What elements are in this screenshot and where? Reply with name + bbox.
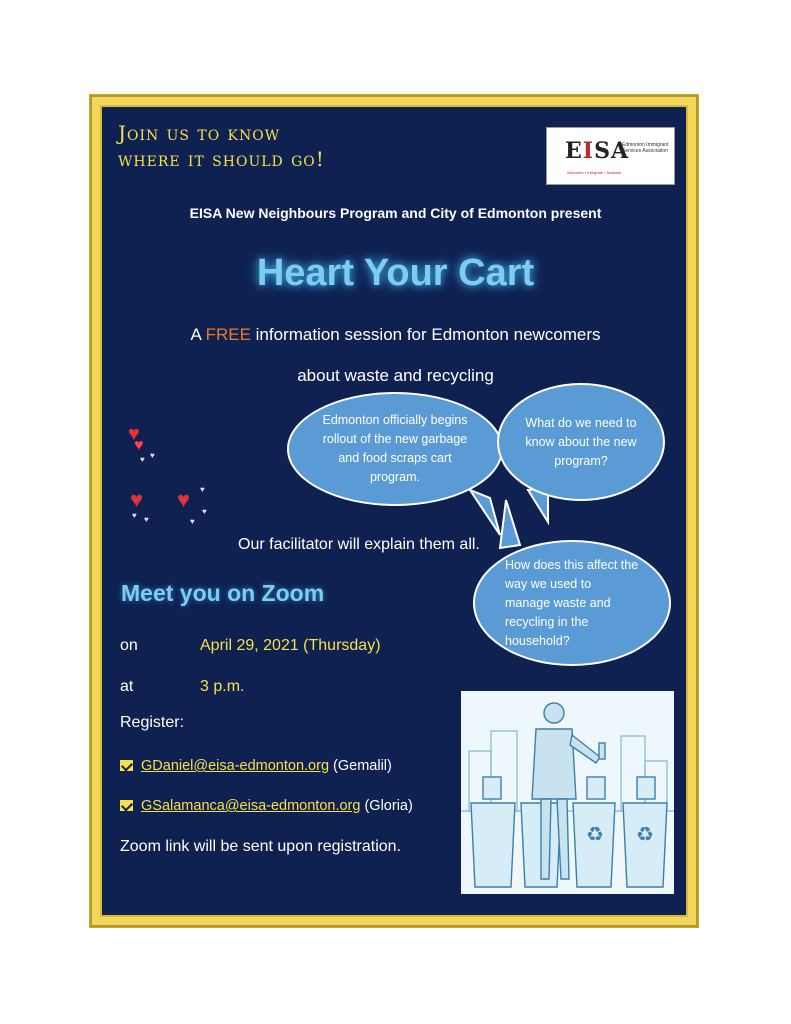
heart-icon: ♥ — [140, 455, 145, 464]
zoom-link-note: Zoom link will be sent upon registration. — [120, 838, 402, 855]
headline — [118, 120, 325, 172]
heart-icon: ♥ — [200, 485, 205, 494]
eisa-logo — [546, 127, 675, 185]
bin-sign — [483, 777, 501, 799]
person-leg — [541, 799, 551, 879]
bin-sign — [587, 777, 605, 799]
date-value: April 29, 2021 (Thursday) — [200, 637, 381, 654]
email-link-gdaniel[interactable]: GDaniel@eisa-edmonton.org — [141, 758, 330, 774]
meet-on-zoom-heading: Meet you on Zoom — [121, 580, 325, 606]
heart-icon: ♥ — [134, 437, 144, 454]
heart-icon: ♥ — [202, 507, 207, 516]
heart-icon: ♥ — [190, 517, 195, 526]
contact-row — [120, 797, 413, 815]
bottle — [599, 743, 605, 759]
logo-tagline: Welcome • Integrate • Network — [567, 170, 622, 175]
heart-icon: ♥ — [177, 487, 191, 512]
logo-mark: EISA — [565, 138, 630, 164]
time-value: 3 p.m. — [200, 678, 245, 695]
contact-row — [120, 757, 392, 775]
event-title: Heart Your Cart — [256, 252, 535, 294]
contact-name: (Gemalil) — [329, 758, 392, 774]
speech-bubble-question-1: What do we need to know about the new program? — [497, 383, 665, 501]
recycle-icon: ♻ — [636, 822, 654, 846]
person-arm — [570, 735, 600, 763]
date-label: on — [120, 637, 138, 654]
logo-subtitle: Edmonton Immigrant Services Association — [622, 142, 669, 154]
speech-bubble-announcement: Edmonton officially begins rollout of the new garbage and food scraps cart program. — [287, 392, 503, 506]
speech-bubble-question-2: How does this affect the way we used to manage waste and recycling in the household? — [473, 540, 671, 666]
heart-icon: ♥ — [150, 451, 155, 460]
person-head — [544, 703, 564, 723]
presenters-line: EISA New Neighbours Program and City of Edmonton present — [189, 205, 602, 221]
session-description: A FREE information session for Edmonton newcomers — [190, 325, 601, 344]
cart-bin — [471, 803, 515, 887]
time-label: at — [120, 678, 134, 695]
session-topic: about waste and recycling — [297, 366, 494, 385]
headline-line-1: Join us to know — [118, 121, 281, 145]
recycling-illustration — [461, 691, 674, 894]
heart-icon: ♥ — [132, 511, 137, 520]
email-link-gsalamanca[interactable]: GSalamanca@eisa-edmonton.org — [141, 798, 361, 814]
contact-name: (Gloria) — [360, 798, 413, 814]
bin-sign — [637, 777, 655, 799]
heart-icon: ♥ — [144, 515, 149, 524]
recycle-icon: ♻ — [586, 822, 604, 846]
free-label: FREE — [205, 325, 251, 344]
envelope-icon — [120, 760, 133, 771]
heart-icon: ♥ — [128, 423, 140, 445]
person-body — [532, 729, 576, 799]
heart-icon: ♥ — [130, 487, 144, 512]
register-label: Register: — [120, 714, 185, 731]
building-outline — [621, 736, 645, 811]
facilitator-note: Our facilitator will explain them all. — [238, 536, 480, 553]
headline-line-2: where it should go! — [118, 147, 325, 171]
person-leg — [557, 799, 569, 879]
envelope-icon — [120, 800, 133, 811]
